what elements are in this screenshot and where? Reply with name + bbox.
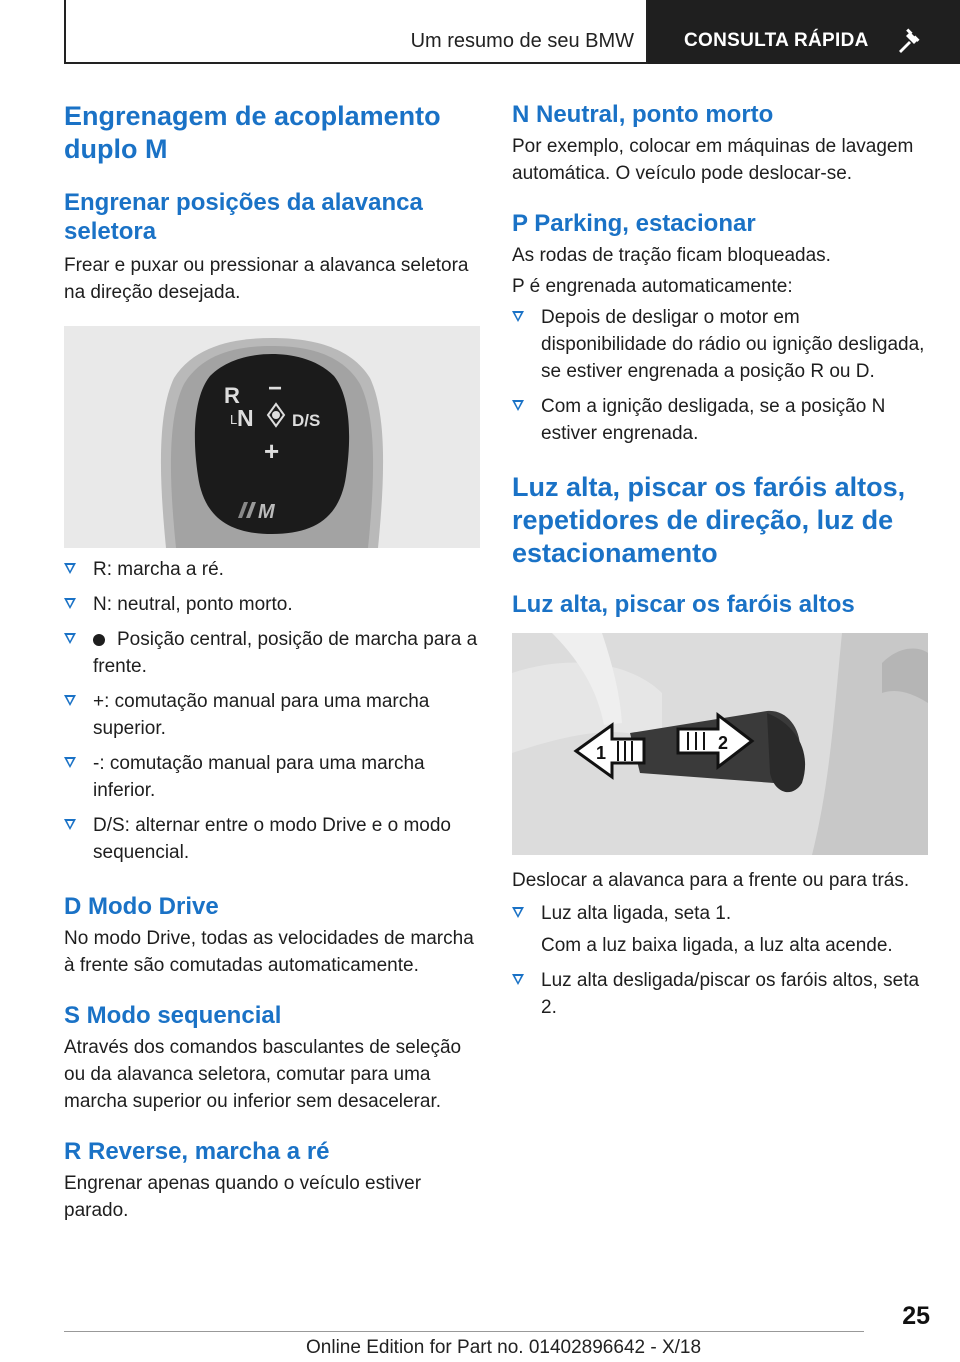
page-number: 25: [902, 1302, 930, 1330]
drive-mode-text: No modo Drive, todas as velocidades de marcha à frente são comutadas automaticamente.: [64, 928, 474, 976]
neutral-text: Por exemplo, colocar em máquinas de lavagem automática. O veículo pode deslocar-se.: [512, 136, 914, 184]
list-item: D/S: alternar entre o modo Drive e o modo sequencial.: [64, 812, 480, 866]
gear-label-l: L: [230, 412, 238, 427]
list-item: -: comutação manual para uma marcha inferior.: [64, 750, 480, 804]
center-position-icon: [93, 634, 105, 646]
high-beam-list: [512, 900, 928, 927]
list-item: Posição central, posição de marcha para a frente.: [64, 626, 480, 680]
subsection-heading-high-beam: Luz alta, piscar os faróis altos: [512, 591, 855, 618]
header-section-title: Um resumo de seu BMW: [410, 30, 634, 52]
turn-signal-lever-image: [512, 633, 928, 855]
high-beam-list-2: [512, 967, 928, 1021]
list-item: Luz alta ligada, seta 1.: [512, 900, 928, 927]
positions-intro-text: Frear e puxar ou pressionar a alavanca seletora na direção desejada.: [64, 255, 469, 303]
list-item: Luz alta desligada/piscar os faróis altos, seta 2.: [512, 967, 928, 1021]
header-chapter-box: [648, 0, 960, 64]
footer-divider: [64, 1331, 864, 1332]
heading-neutral: N Neutral, ponto morto: [512, 101, 774, 128]
header-section-box: [64, 0, 648, 64]
section-heading-dct: Engrenagem de acoplamento duplo M: [64, 101, 441, 164]
parking-list: [512, 304, 928, 447]
section-heading-lights: Luz alta, piscar os faróis altos, repetidores de direção, luz de estacionamento: [512, 472, 906, 568]
quick-reference-icon: [896, 28, 922, 54]
footer-edition-text: Online Edition for Part no. 01402896642 - X/18: [306, 1337, 702, 1358]
svg-text:M: M: [258, 501, 275, 523]
gear-positions-list: [64, 556, 480, 866]
gear-label-plus: +: [264, 436, 280, 466]
parking-text-1: As rodas de tração ficam bloqueadas.: [512, 245, 831, 266]
heading-parking: P Parking, estacionar: [512, 210, 756, 237]
heading-reverse: R Reverse, marcha a ré: [64, 1138, 330, 1165]
subsection-heading-positions: Engrenar posições da alavanca seletora: [64, 189, 423, 245]
sequential-mode-text: Através dos comandos basculantes de seleção ou da alavanca seletora, comutar para uma marcha superior ou inferior sem desacelerar.: [64, 1037, 462, 1112]
parking-text-2: P é engrenada automaticamente:: [512, 276, 793, 297]
right-column: [512, 100, 928, 1021]
list-item: R: marcha a ré.: [64, 556, 480, 583]
heading-sequential-mode: S Modo sequencial: [64, 1002, 282, 1029]
svg-text:1: 1: [596, 743, 607, 763]
lever-instruction-text: Deslocar a alavanca para a frente ou para trás.: [512, 870, 910, 891]
gear-label-ds: D/S: [292, 411, 321, 430]
gear-label-n: N: [237, 405, 254, 431]
header-chapter-title: CONSULTA RÁPIDA: [684, 30, 869, 51]
gear-selector-image: [64, 326, 480, 548]
left-column: [64, 100, 480, 1224]
list-item: N: neutral, ponto morto.: [64, 591, 480, 618]
high-beam-sub-text: Com a luz baixa ligada, a luz alta acende.: [541, 935, 893, 956]
gear-label-r: R: [224, 383, 240, 408]
list-item: +: comutação manual para uma marcha superior.: [64, 688, 480, 742]
heading-drive-mode: D Modo Drive: [64, 893, 219, 920]
svg-text:2: 2: [718, 733, 729, 753]
gear-label-minus: −: [268, 375, 283, 402]
list-item: Com a ignição desligada, se a posição N estiver engrenada.: [512, 393, 928, 447]
list-item: Depois de desligar o motor em disponibilidade do rádio ou ignição desligada, se estiver engrenada a posição R ou D.: [512, 304, 928, 385]
reverse-text: Engrenar apenas quando o veículo estiver parado.: [64, 1173, 422, 1221]
